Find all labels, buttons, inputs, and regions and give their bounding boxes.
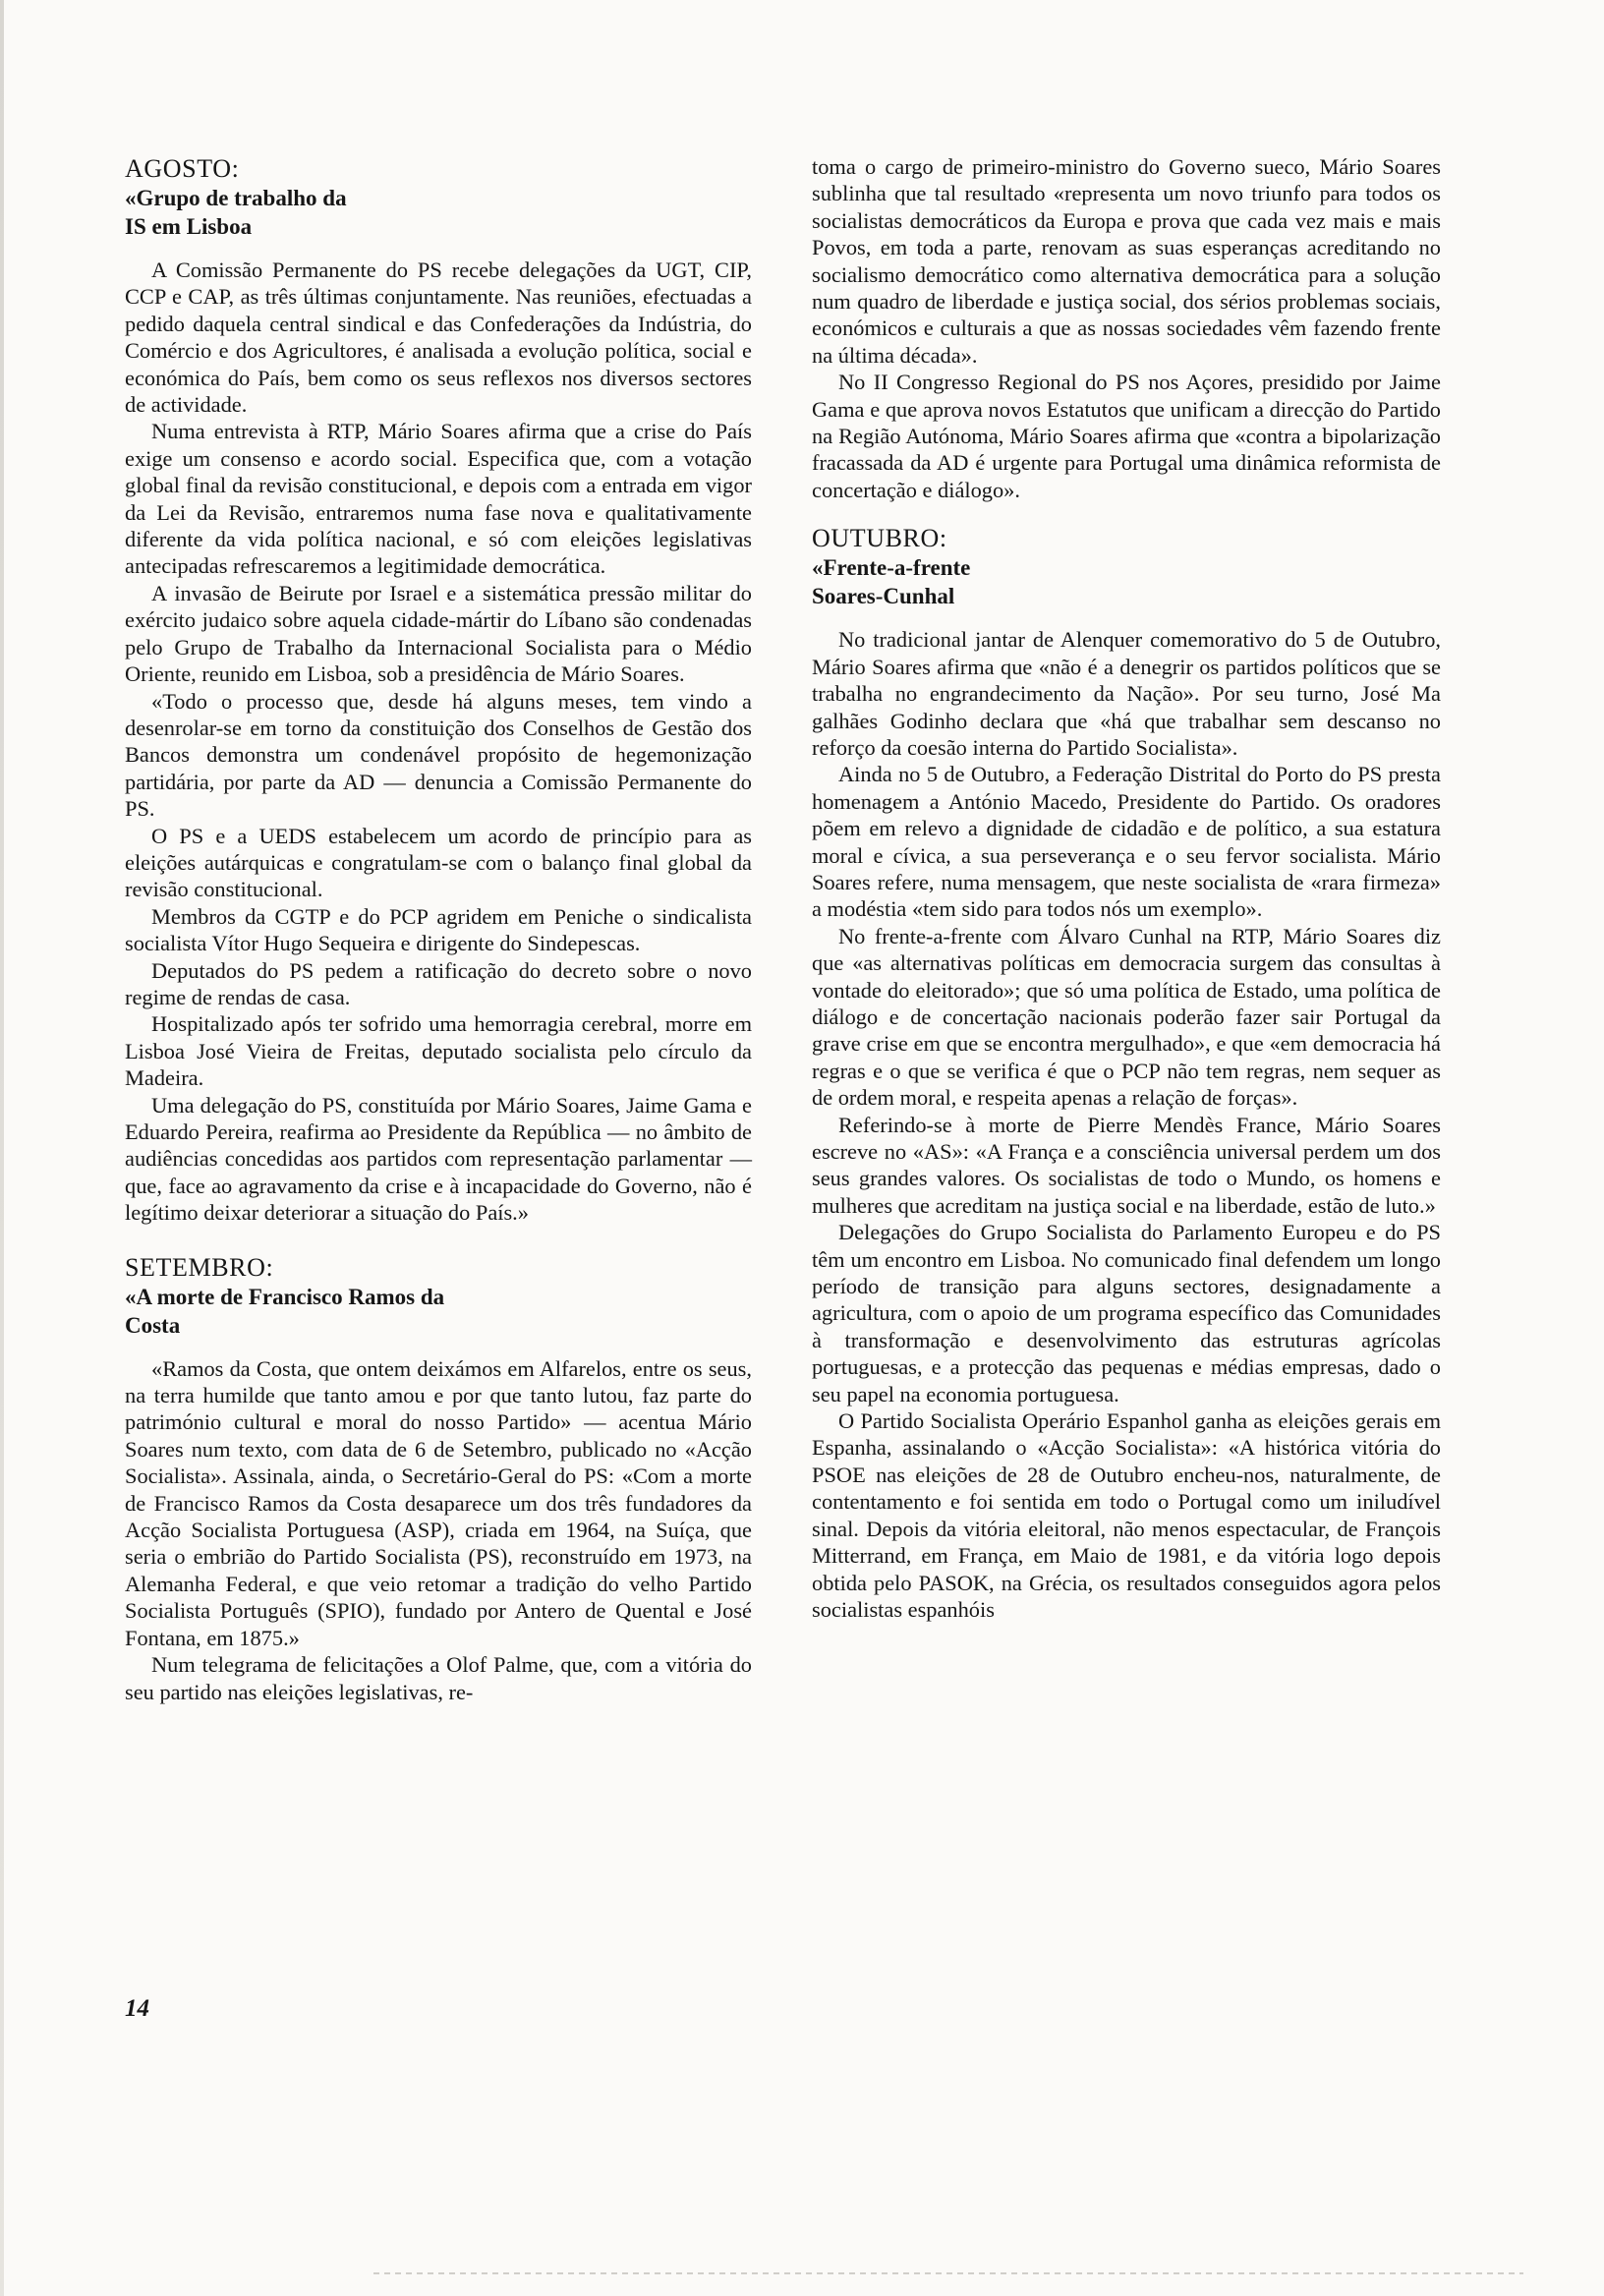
section-agosto-header	[125, 153, 752, 241]
section-subtitle-setembro: «A morte de Francisco Ramos da Costa	[125, 1284, 445, 1338]
paragraph: Num telegrama de felicitações a Olof Palme, que, com a vitória do seu partido nas eleições legislativas, re-	[125, 1652, 752, 1704]
paragraph: «Ramos da Costa, que ontem deixámos em Alfarelos, entre os seus, na terra humilde que tanto amou e por que tanto lutou, faz parte do património cultural e moral do nosso Partido» — acentua Mário Soares num texto, com data de 6 de Setembro, publicado no «Acção Socialista». Assinala, ainda, o Secretário-Geral do PS: «Com a morte de Francisco Ramos da Costa desaparece um dos três fundadores da Acção Socialista Portuguesa (ASP), criada em 1964, na Suíça, que seria o embrião do Partido Socialista (PS), reconstruído em 1973, na Alemanha Federal, e que veio retomar a tradição do velho Partido Socialista Português (SPIO), fundado por Antero de Quental e José Fontana, em 1875.»	[125, 1355, 752, 1650]
paragraph: O PS e a UEDS estabelecem um acordo de princípio para as eleições autárquicas e congratulam-se com o balanço final global da revisão constitucional.	[125, 823, 752, 902]
paragraph: Numa entrevista à RTP, Mário Soares afirma que a crise do País exige um consenso e acordo social. Especifica que, com a votação global final da revisão constitucional, e depois com a entrada em vigor da Lei da Revisão, entraremos numa fase nova e qualitativamente diferente da vida política nacional, e só com eleições legislativas antecipadas refrescaremos a legitimidade democrática.	[125, 419, 752, 579]
paragraph: Referindo-se à morte de Pierre Mendès France, Mário Soares escreve no «AS»: «A França e a consciência universal perdem um dos seus grandes valores. Os socialistas de todo o Mundo, os homens e mulheres que acreditam na justiça social e na liberdade, estão de luto.»	[812, 1112, 1441, 1218]
section-heading-outubro: OUTUBRO:	[812, 524, 947, 553]
continuation-body	[812, 153, 1441, 503]
setembro-body	[125, 1355, 752, 1705]
section-heading-agosto: AGOSTO:	[125, 154, 240, 183]
paragraph: A invasão de Beirute por Israel e a sistemática pressão militar do exército judaico sobre aquela cidade-mártir do Líbano são condenadas pelo Grupo de Trabalho da Internacional Socialista para o Médio Oriente, reunido em Lisboa, sob a presidência de Mário Soares.	[125, 580, 752, 687]
scan-artifact-line	[373, 2272, 1523, 2274]
section-outubro-header	[812, 523, 1441, 610]
scan-edge	[0, 0, 4, 2296]
section-subtitle-outubro: «Frente-a-frente Soares-Cunhal	[812, 555, 971, 609]
left-column	[125, 153, 752, 1705]
paragraph: Delegações do Grupo Socialista do Parlamento Europeu e do PS têm um encontro em Lisboa. No comunicado final defendem um longo período de transição para alguns sectores, designadamente a agricultura, com o apoio de um programa específico das Comunidades à transformação e desenvolvimento das estruturas agrícolas portuguesas, e a protecção das pequenas e médias empresas, dado o seu papel na economia portuguesa.	[812, 1220, 1441, 1406]
paragraph: Ainda no 5 de Outubro, a Federação Distrital do Porto do PS presta homenagem a António Macedo, Presidente do Partido. Os oradores põem em relevo a dignidade de cidadão e de político, a sua estatura moral e cívica, a sua perseverança e o seu fervor socialista. Mário Soares refere, numa mensagem, que neste socialista de «rara firmeza» a modéstia «tem sido para todos nós um exemplo».	[812, 762, 1441, 922]
paragraph: No frente-a-frente com Álvaro Cunhal na RTP, Mário Soares diz que «as alternativas políticas em democracia surgem das consultas à vontade do eleitorado»; que só uma política de Estado, uma política de diálogo e de concertação nacionais poderão fazer sair Portugal da grave crise em que se encontra mergulhado», e que «em democracia há regras e o que se verifica é que o PCP não tem regras, nem sequer as de ordem moral, e respeita apenas a relação de forças».	[812, 923, 1441, 1111]
paragraph: Deputados do PS pedem a ratificação do decreto sobre o novo regime de rendas de casa.	[125, 957, 752, 1009]
section-setembro-header	[125, 1252, 752, 1340]
paragraph: «Todo o processo que, desde há alguns meses, tem vindo a desenrolar-se em torno da constituição dos Conselhos de Gestão dos Bancos demonstra um condenável propósito de hegemonização partidária, por parte da AD — denuncia a Comissão Permanente do PS.	[125, 688, 752, 822]
section-subtitle-agosto: «Grupo de trabalho da IS em Lisboa	[125, 186, 347, 239]
paragraph: Membros da CGTP e do PCP agridem em Peniche o sindicalista socialista Vítor Hugo Sequeira e dirigente do Sindepescas.	[125, 903, 752, 956]
paragraph: toma o cargo de primeiro-ministro do Governo sueco, Mário Soares sublinha que tal resultado «representa um novo triunfo para todos os socialistas democráticos da Europa e prova que cada vez mais e mais Povos, em toda a parte, renovam as suas esperanças acreditando no socialismo democrático como alternativa democrática para a solução num quadro de liberdade e justiça social, dos sérios problemas sociais, económicos e culturais a que as nossas sociedades vêm fazendo frente na última década».	[812, 154, 1441, 368]
paragraph: Uma delegação do PS, constituída por Mário Soares, Jaime Gama e Eduardo Pereira, reafirma ao Presidente da República — no âmbito de audiências concedidas aos partidos com representação parlamentar — que, face ao agravamento da crise e à incapacidade do Governo, não é legítimo deixar deteriorar a situação do País.»	[125, 1092, 752, 1226]
page-number: 14	[125, 1995, 149, 2022]
agosto-body	[125, 257, 752, 1227]
section-heading-setembro: SETEMBRO:	[125, 1252, 274, 1282]
paragraph: O Partido Socialista Operário Espanhol ganha as eleições gerais em Espanha, assinalando o «Acção Socialista»: «A histórica vitória do PSOE nas eleições de 28 de Outubro encheu-nos, naturalmente, de contentamento e foi sentida em todo o Portugal como um iniludível sinal. Depois da vitória eleitoral, não menos espectacular, de François Mitterrand, em França, em Maio de 1981, e da vitória logo depois obtida pelo PASOK, na Grécia, os resultados conseguidos agora pelos socialistas espanhóis	[812, 1408, 1441, 1622]
right-column	[812, 153, 1441, 1623]
paragraph: Hospitalizado após ter sofrido uma hemorragia cerebral, morre em Lisboa José Vieira de Freitas, deputado socialista pelo círculo da Madeira.	[125, 1011, 752, 1091]
paragraph: A Comissão Permanente do PS recebe delegações da UGT, CIP, CCP e CAP, as três últimas conjuntamente. Nas reuniões, efectuadas a pedido daquela central sindical e das Confederações da Indústria, do Comércio e dos Agricultores, é analisada a evolução política, social e económica do País, bem como os seus reflexos nos diversos sectores de actividade.	[125, 258, 752, 418]
outubro-body	[812, 626, 1441, 1623]
paragraph: No II Congresso Regional do PS nos Açores, presidido por Jaime Gama e que aprova novos Estatutos que unificam a direcção do Partido na Região Autónoma, Mário Soares afirma que «contra a bipolarização fracassada da AD é urgente para Portugal uma dinâmica reformista de concertação e diálogo».	[812, 370, 1441, 502]
paragraph: No tradicional jantar de Alenquer comemorativo do 5 de Outubro, Mário Soares afirma que «não é a denegrir os partidos políticos que se trabalha no engrandecimento da Nação». Por seu turno, José Ma galhães Godinho declara que «há que trabalhar sem descanso no reforço da coesão interna do Partido Socialista».	[812, 627, 1441, 760]
